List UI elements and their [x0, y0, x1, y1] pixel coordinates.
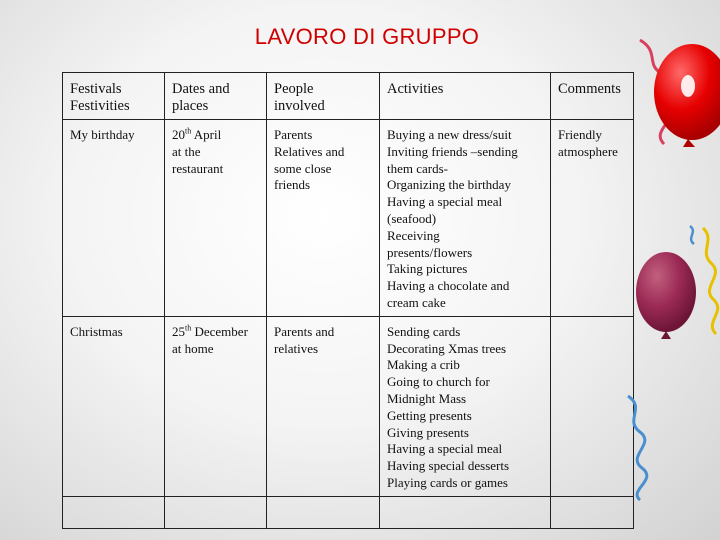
cell-festival: Christmas: [63, 316, 165, 496]
date-day: 25: [172, 323, 185, 339]
table-row: [63, 496, 634, 528]
cell-people: Parents Relatives and some close friends: [267, 120, 380, 317]
cell-activities: Sending cards Decorating Xmas trees Making a crib Going to church for Midnight Mass Getting presents Giving presents Having a special meal Having special desserts Playing cards or games: [380, 316, 551, 496]
red-balloon-icon: [654, 44, 720, 147]
cell-people: [267, 496, 380, 528]
purple-balloon-icon: [636, 252, 696, 339]
cell-comments: [551, 316, 634, 496]
blue-ribbon-icon: [690, 226, 694, 244]
cell-people: Parents and relatives: [267, 316, 380, 496]
cell-festival: [63, 496, 165, 528]
cell-date-place: [165, 496, 267, 528]
cell-comments: [551, 496, 634, 528]
date-day: 20: [172, 127, 185, 142]
yellow-ribbon-icon: [703, 228, 718, 334]
cell-comments: Friendly atmosphere: [551, 120, 634, 317]
cell-date-place: [165, 120, 267, 317]
table-row: [63, 120, 634, 317]
header-people-involved: People involved: [267, 73, 380, 120]
date-rest: December at home: [172, 323, 248, 356]
header-dates-places: Dates and places: [165, 73, 267, 120]
header-festivals: Festivals Festivities: [63, 73, 165, 120]
pink-ribbon-icon: [640, 40, 670, 144]
cell-activities: Buying a new dress/suit Inviting friends –sending them cards- Organizing the birthday Having a special meal (seafood) Receiving presents/flowers Taking pictures Having a chocolate and cream cake: [380, 120, 551, 317]
date-suffix: th: [185, 323, 192, 333]
cell-activities: [380, 496, 551, 528]
cell-date-place: [165, 316, 267, 496]
table-header-row: [63, 73, 634, 120]
table-row: [63, 316, 634, 496]
header-activities: Activities: [380, 73, 551, 120]
date-rest: April at the restaurant: [172, 127, 224, 176]
cell-festival: My birthday: [63, 120, 165, 317]
slide-title: LAVORO DI GRUPPO: [254, 24, 480, 49]
header-comments: Comments: [551, 73, 634, 120]
date-suffix: th: [185, 126, 192, 136]
festivities-table: [62, 72, 634, 529]
